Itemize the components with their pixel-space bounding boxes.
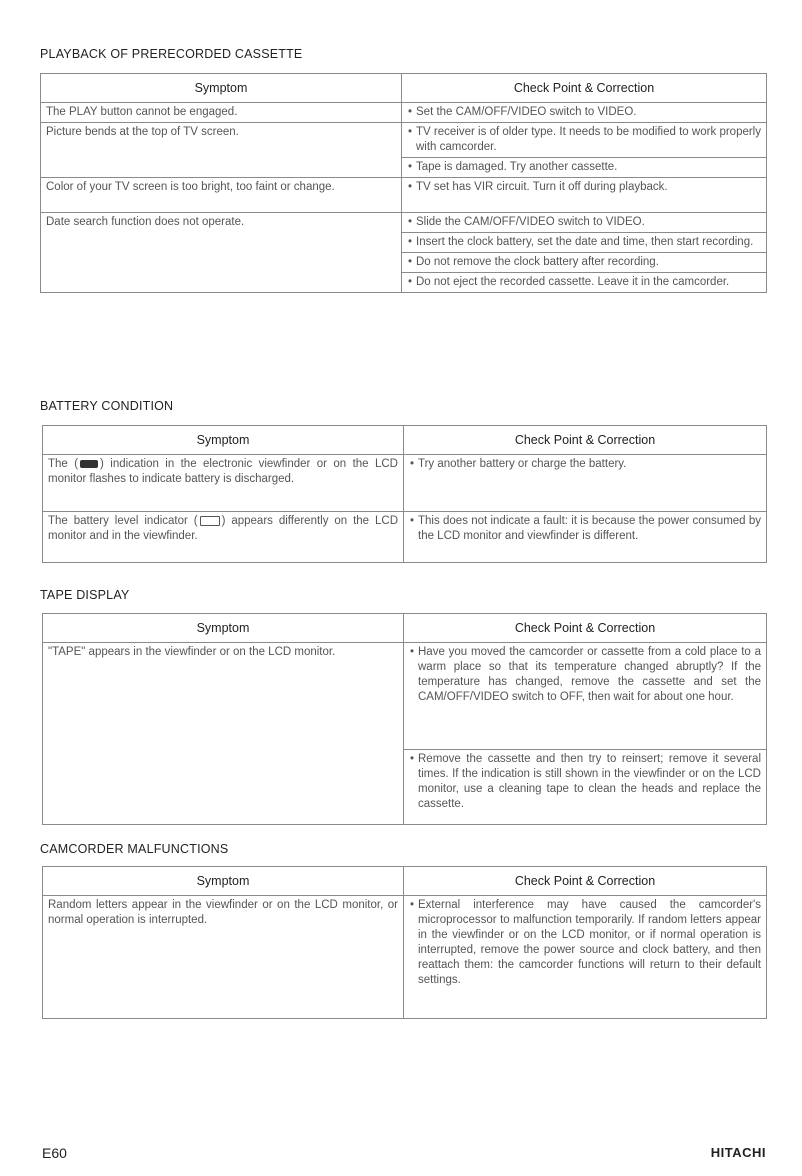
symptom-header: Symptom xyxy=(41,74,402,103)
brand-logo: HITACHI xyxy=(710,1145,766,1160)
check-cell: • Slide the CAM/OFF/VIDEO switch to VIDEO. xyxy=(402,213,767,233)
symptom-header: Symptom xyxy=(43,426,404,455)
check-cell: • Do not remove the clock battery after recording. xyxy=(402,253,767,273)
check-header: Check Point & Correction xyxy=(404,867,767,896)
symptom-header: Symptom xyxy=(43,867,404,896)
page-number: E60 xyxy=(42,1145,67,1161)
check-cell: • Try another battery or charge the battery. xyxy=(404,455,767,512)
symptom-cell: The PLAY button cannot be engaged. xyxy=(41,103,402,123)
symptom-cell: Random letters appear in the viewfinder or on the LCD monitor, or normal operation is interrupted. xyxy=(43,896,404,1019)
tape-table xyxy=(42,613,767,825)
symptom-cell: Date search function does not operate. xyxy=(41,213,402,293)
battery-table xyxy=(42,425,767,563)
table-row xyxy=(43,643,767,750)
malfunction-table xyxy=(42,866,767,1019)
section-title-battery: BATTERY CONDITION xyxy=(40,399,174,413)
symptom-cell: The battery level indicator ( ) appears differently on the LCD monitor and in the viewfinder. xyxy=(43,512,404,563)
check-cell: • TV receiver is of older type. It needs to be modified to work properly with camcorder. xyxy=(402,123,767,158)
check-cell: • Tape is damaged. Try another cassette. xyxy=(402,158,767,178)
check-cell: • This does not indicate a fault: it is because the power consumed by the LCD monitor and viewfinder is different. xyxy=(404,512,767,563)
symptom-cell: "TAPE" appears in the viewfinder or on the LCD monitor. xyxy=(43,643,404,825)
table-row xyxy=(43,455,767,512)
table-row xyxy=(43,512,767,563)
table-row xyxy=(41,178,767,213)
check-header: Check Point & Correction xyxy=(404,426,767,455)
check-cell: • Insert the clock battery, set the date and time, then start recording. xyxy=(402,233,767,253)
battery-empty-icon xyxy=(80,460,98,468)
symptom-cell: Picture bends at the top of TV screen. xyxy=(41,123,402,178)
playback-table xyxy=(40,73,767,293)
section-title-playback: PLAYBACK OF PRERECORDED CASSETTE xyxy=(40,47,303,61)
battery-level-icon xyxy=(200,516,220,526)
table-row xyxy=(41,213,767,233)
table-row xyxy=(41,103,767,123)
check-cell: • Remove the cassette and then try to reinsert; remove it several times. If the indication is still shown in the viewfinder or on the LCD monitor, use a cleaning tape to clean the heads and replace the cassette. xyxy=(404,750,767,825)
check-header: Check Point & Correction xyxy=(402,74,767,103)
check-header: Check Point & Correction xyxy=(404,614,767,643)
symptom-header: Symptom xyxy=(43,614,404,643)
table-row xyxy=(43,896,767,1019)
section-title-malfunction: CAMCORDER MALFUNCTIONS xyxy=(40,842,229,856)
section-title-tape: TAPE DISPLAY xyxy=(40,588,130,602)
table-row xyxy=(41,123,767,158)
check-cell: • Do not eject the recorded cassette. Leave it in the camcorder. xyxy=(402,273,767,293)
check-cell: • Have you moved the camcorder or cassette from a cold place to a warm place so that its temperature changed abruptly? If the temperature has changed, remove the cassette and set the CAM/OFF/VIDEO switch to OFF, then wait for about one hour. xyxy=(404,643,767,750)
check-cell: • External interference may have caused the camcorder's microprocessor to malfunction temporarily. If random letters appear in the viewfinder or on the LCD monitor, or if normal operation is interrupted, remove the power source and clock battery, and then reattach them: the camcorder functions will return to their default settings. xyxy=(404,896,767,1019)
symptom-cell: Color of your TV screen is too bright, too faint or change. xyxy=(41,178,402,213)
check-cell: • TV set has VIR circuit. Turn it off during playback. xyxy=(402,178,767,213)
symptom-cell: The ( ) indication in the electronic viewfinder or on the LCD monitor flashes to indicate battery is discharged. xyxy=(43,455,404,512)
check-cell: • Set the CAM/OFF/VIDEO switch to VIDEO. xyxy=(402,103,767,123)
